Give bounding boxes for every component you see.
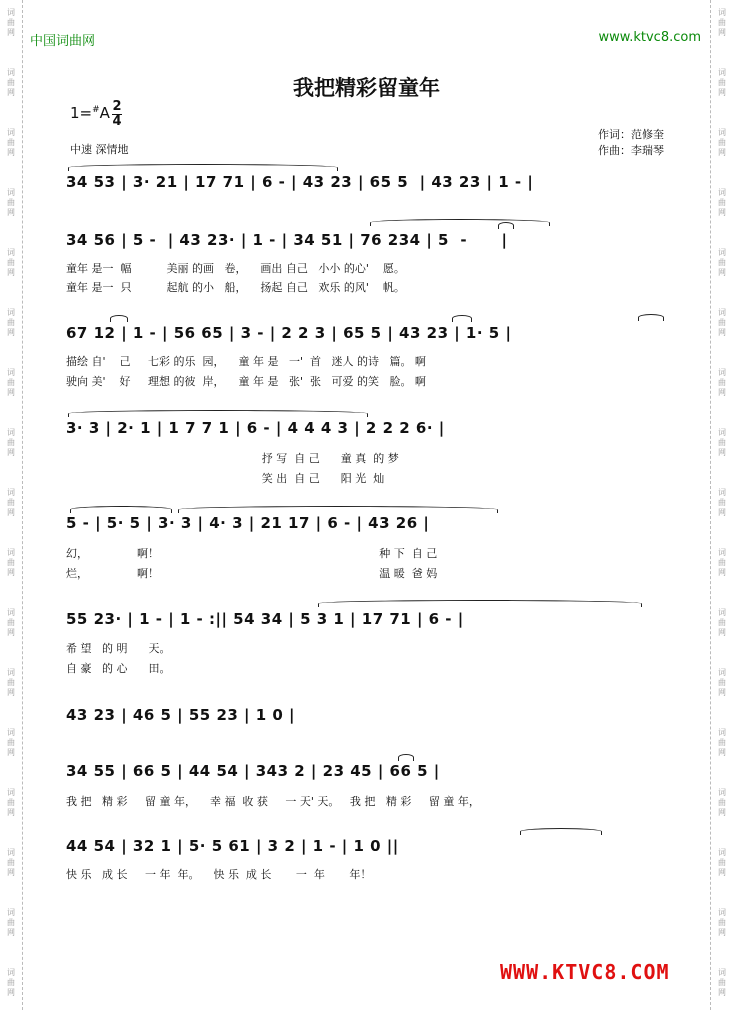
lyric-line-2a: 童年 是一 幅 美丽 的画 卷， 画出 自己 小小 的心' 愿。: [66, 262, 405, 275]
slur-3: [110, 315, 128, 322]
notation-line-2: 34 56 | 5 - | 43 23· | 1 - | 34 51 | 76 234 | 5 - |: [66, 231, 508, 249]
watermark-glyph: 词 曲 网: [718, 368, 726, 397]
song-title: 我把精彩留童年: [293, 76, 440, 100]
watermark-glyph: 词 曲 网: [718, 848, 726, 877]
notation-line-5: 5 - | 5· 5 | 3· 3 | 4· 3 | 21 17 | 6 - | 43 26 |: [66, 514, 430, 532]
composer-credit: 作曲：李瑞琴: [598, 144, 664, 157]
watermark-glyph: 词 曲 网: [7, 968, 15, 997]
watermark-glyph: 词 曲 网: [7, 668, 15, 697]
slur-9: [520, 828, 602, 835]
lyricist-credit: 作词：范修奎: [598, 128, 664, 141]
watermark-glyph: 词 曲 网: [7, 308, 15, 337]
key-sharp: #: [92, 105, 100, 115]
watermark-glyph: 词 曲 网: [7, 728, 15, 757]
slur-2: [370, 219, 550, 226]
watermark-glyph: 词 曲 网: [718, 788, 726, 817]
site-name: 中国词曲网: [30, 34, 96, 49]
slur-8: [398, 754, 414, 761]
watermark-glyph: 词 曲 网: [7, 488, 15, 517]
time-top: 2: [112, 99, 122, 114]
slur-5b: [178, 506, 498, 513]
lyric-line-3b: 驶向 美' 好 理想 的彼 岸， 童 年 是 张' 张 可爱 的笑 脸。 啊: [66, 375, 426, 388]
watermark-glyph: 词 曲 网: [7, 188, 15, 217]
lyric-line-4a: 抒 写 自 己 童 真 的 梦: [66, 452, 399, 465]
watermark-glyph: 词 曲 网: [718, 668, 726, 697]
notation-line-1: 34 53 | 3· 21 | 17 71 | 6 - | 43 23 | 65 5 | 43 23 | 1 - |: [66, 173, 534, 191]
notation-line-8: 34 55 | 66 5 | 44 54 | 343 2 | 23 45 | 66 5 |: [66, 762, 440, 780]
key-note: A: [99, 104, 110, 122]
watermark-glyph: 词 曲 网: [718, 128, 726, 157]
slur-4: [68, 410, 368, 417]
lyric-line-9: 快 乐 成 长 一 年 年。 快 乐 成 长 一 年 年！: [66, 868, 372, 881]
notation-line-6: 55 23· | 1 - | 1 - :|| 54 34 | 5 3 1 | 17 71 | 6 - |: [66, 610, 464, 628]
slur-1: [68, 164, 338, 171]
watermark-glyph: 词 曲 网: [718, 428, 726, 457]
lyric-line-4b: 笑 出 自 己 阳 光 灿: [66, 472, 385, 485]
lyric-line-5a: 幻， 啊！ 种 下 自 己: [66, 547, 438, 560]
watermark-glyph: 词 曲 网: [7, 368, 15, 397]
slur-3b: [452, 315, 472, 322]
watermark-glyph: 词 曲 网: [7, 848, 15, 877]
watermark-glyph: 词 曲 网: [718, 248, 726, 277]
notation-line-3: 67 12 | 1 - | 56 65 | 3 - | 2 2 3 | 65 5 | 43 23 | 1· 5 |: [66, 324, 512, 342]
lyric-line-6a: 希 望 的 明 天。: [66, 642, 171, 655]
watermark-glyph: 词 曲 网: [7, 788, 15, 817]
watermark-glyph: 词 曲 网: [7, 908, 15, 937]
key-prefix: 1=: [70, 104, 93, 122]
watermark-glyph: 词 曲 网: [718, 548, 726, 577]
watermark-glyph: 词 曲 网: [7, 548, 15, 577]
site-url: www.ktvc8.com: [598, 30, 701, 45]
lyric-line-2b: 童年 是一 只 起航 的小 船， 扬起 自己 欢乐 的风' 帆。: [66, 281, 405, 294]
slur-6: [318, 600, 642, 607]
watermark-glyph: 词 曲 网: [718, 68, 726, 97]
notation-line-9: 44 54 | 32 1 | 5· 5 61 | 3 2 | 1 - | 1 0 ||: [66, 837, 399, 855]
watermark-glyph: 词 曲 网: [7, 608, 15, 637]
footer-logo: WWW.KTVC8.COM: [500, 960, 670, 984]
time-signature: [112, 100, 122, 129]
watermark-glyph: 词 曲 网: [718, 608, 726, 637]
watermark-glyph: 词 曲 网: [718, 968, 726, 997]
lyric-line-3a: 描绘 自' 己 七彩 的乐 园， 童 年 是 一' 首 迷人 的诗 篇。 啊: [66, 355, 426, 368]
time-bottom: 4: [112, 114, 122, 129]
watermark-glyph: 词 曲 网: [718, 8, 726, 37]
watermark-glyph: 词 曲 网: [7, 248, 15, 277]
watermark-glyph: 词 曲 网: [718, 308, 726, 337]
lyric-line-6b: 自 豪 的 心 田。: [66, 662, 171, 675]
notation-line-7: 43 23 | 46 5 | 55 23 | 1 0 |: [66, 706, 296, 724]
tie-2: [498, 222, 514, 229]
slur-3c: [638, 314, 664, 321]
watermark-glyph: 词 曲 网: [718, 488, 726, 517]
watermark-glyph: 词 曲 网: [7, 8, 15, 37]
tempo-marking: 中速 深情地: [70, 143, 129, 156]
watermark-glyph: 词 曲 网: [7, 128, 15, 157]
notation-line-4: 3· 3 | 2· 1 | 1 7 7 1 | 6 - | 4 4 4 3 | 2 2 2 6· |: [66, 419, 445, 437]
lyric-line-8: 我 把 精 彩 留 童 年， 幸 福 收 获 一 天' 天。 我 把 精 彩 留 童 年，: [66, 795, 480, 808]
slur-5: [70, 506, 172, 513]
watermark-glyph: 词 曲 网: [718, 188, 726, 217]
lyric-line-5b: 烂， 啊！ 温 暖 爸 妈: [66, 567, 438, 580]
key-signature: [70, 99, 122, 129]
watermark-glyph: 词 曲 网: [718, 728, 726, 757]
watermark-glyph: 词 曲 网: [7, 428, 15, 457]
watermark-glyph: 词 曲 网: [718, 908, 726, 937]
watermark-glyph: 词 曲 网: [7, 68, 15, 97]
